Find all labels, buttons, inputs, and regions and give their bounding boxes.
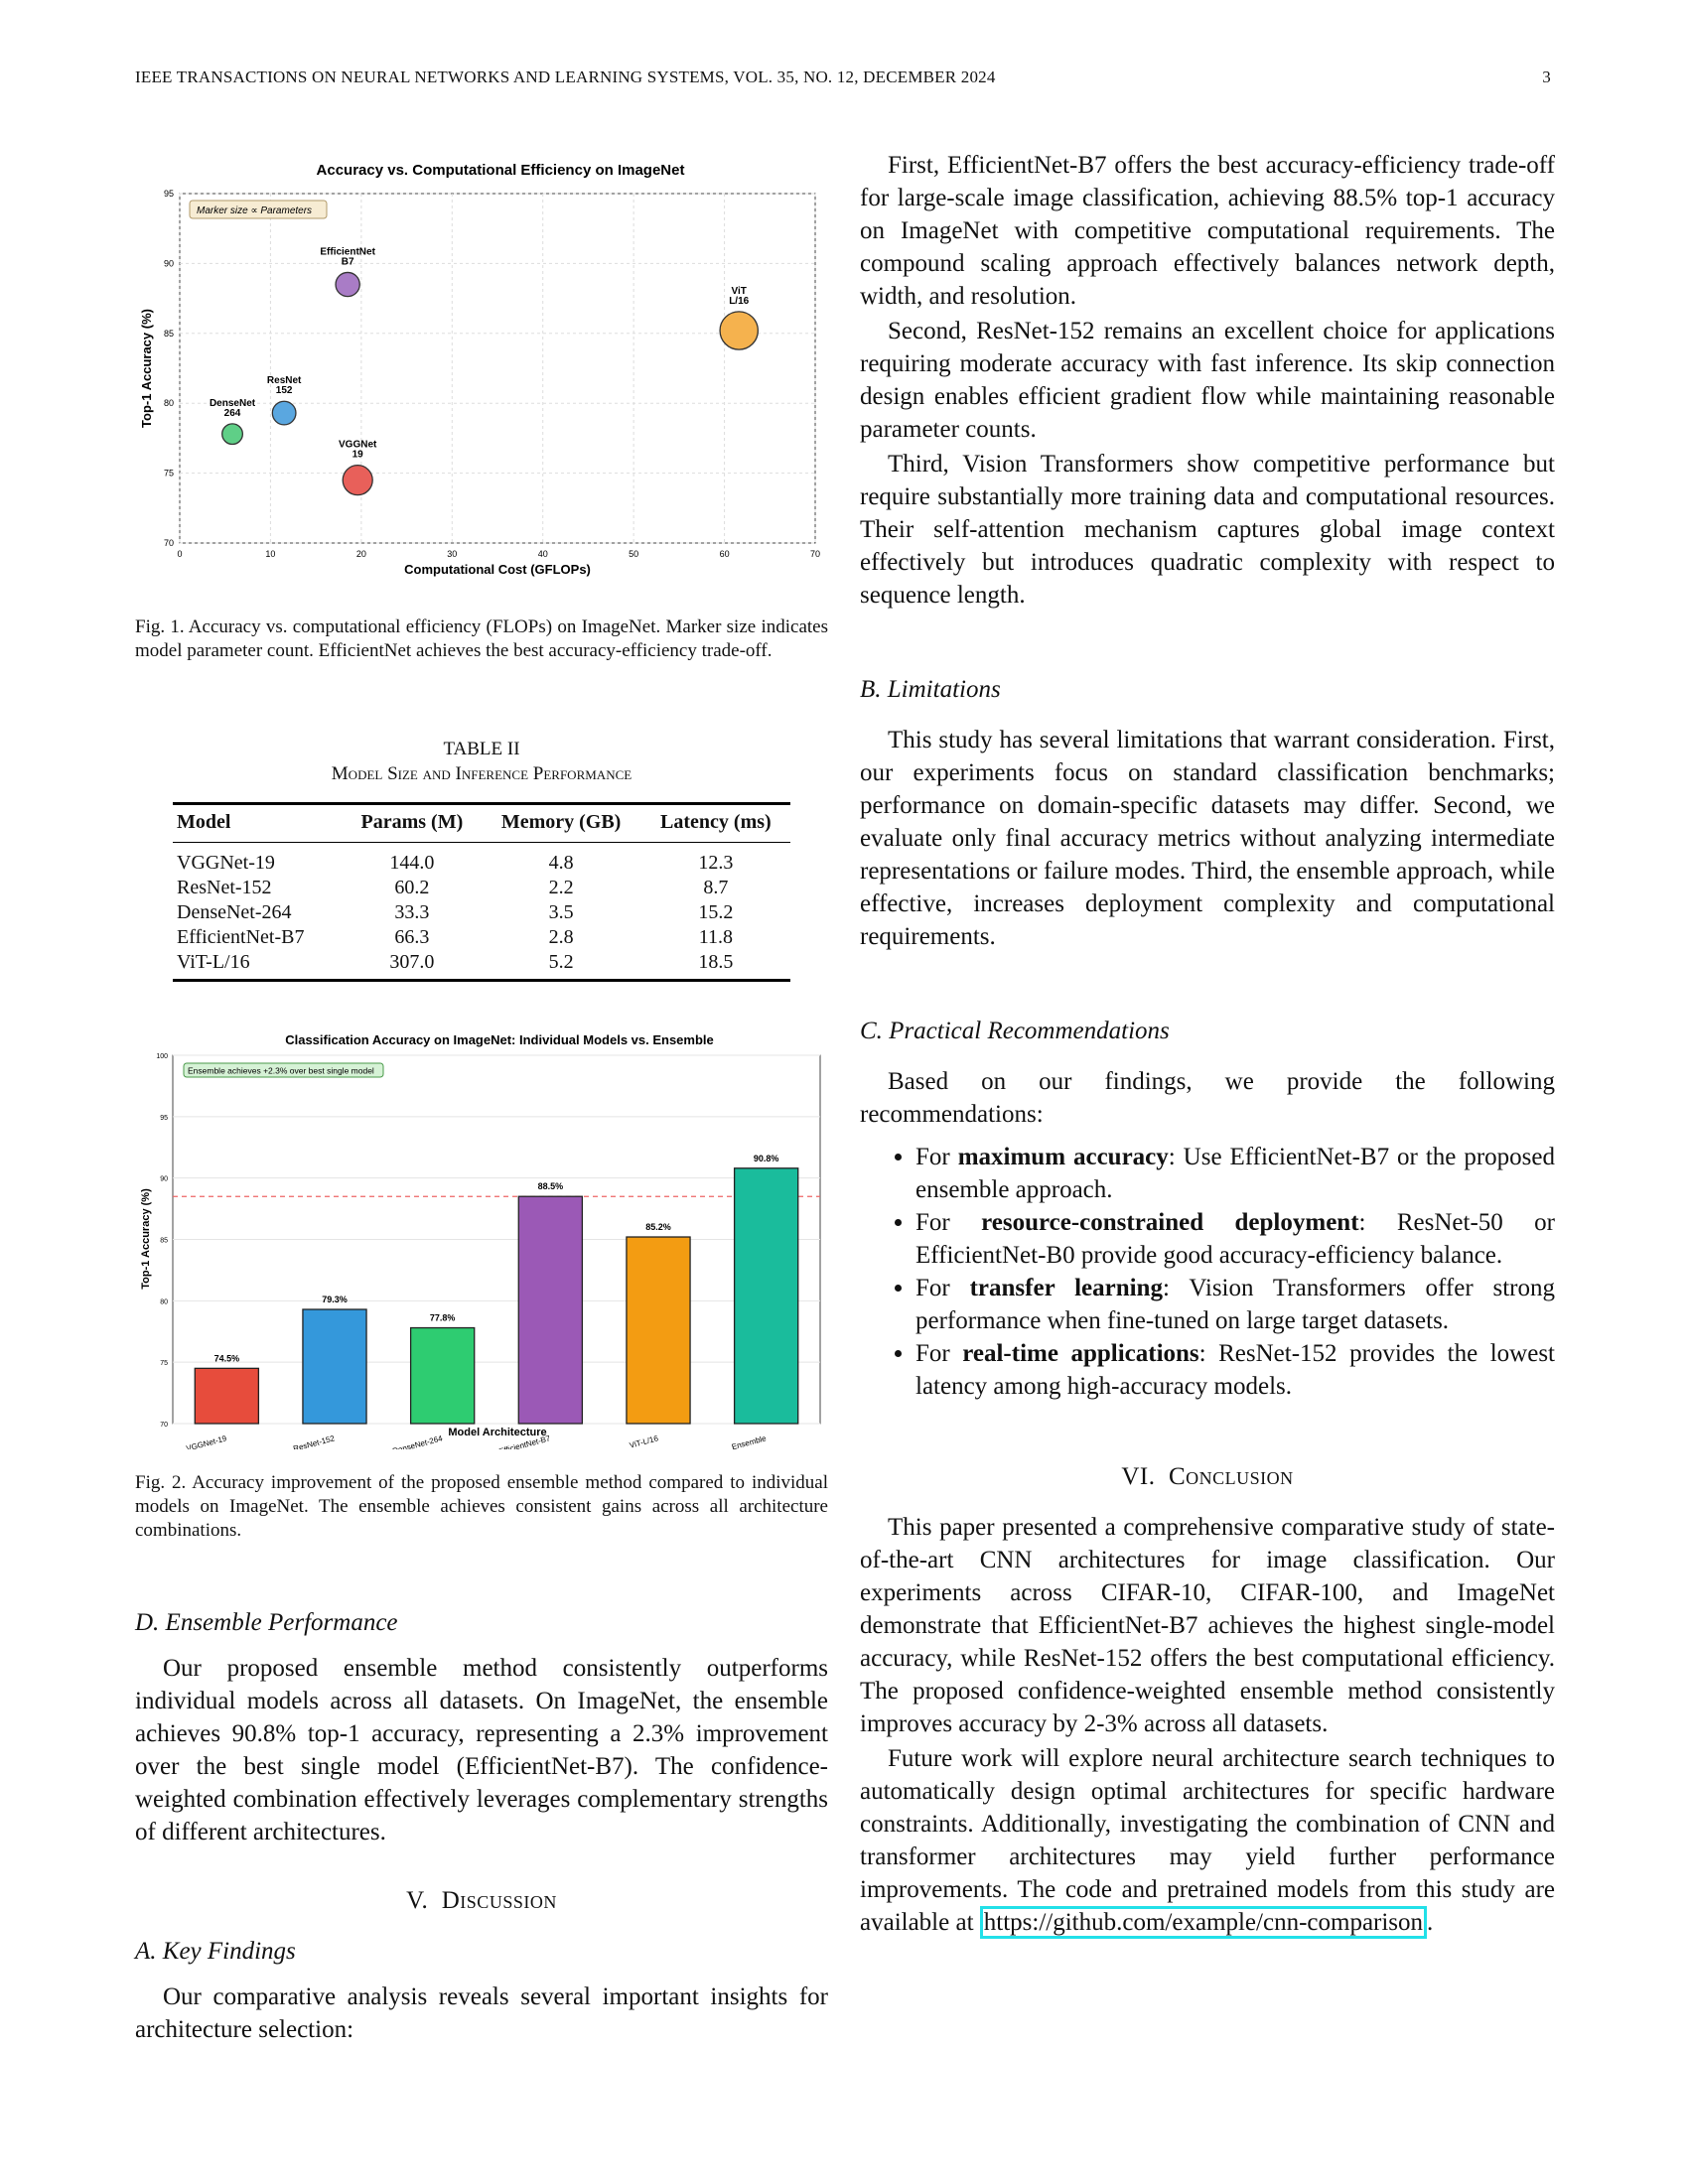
fig1-ytick-label: 75	[163, 468, 174, 478]
rec-keyword: maximum accuracy	[957, 1144, 1169, 1170]
table2-header-cell: Model	[173, 804, 343, 843]
fig2-bar-chart	[135, 1023, 828, 1449]
fig2-caption: Fig. 2. Accuracy improvement of the proposed ensemble method compared to individual models on ImageNet. The ensemble achieves consistent gains across all architecture combinations.	[135, 1472, 828, 1541]
table-cell: 66.3	[394, 926, 430, 948]
fig2-category-label: Ensemble	[730, 1433, 768, 1449]
fig1-point-label: 19	[352, 449, 363, 461]
rec-text: : ResNet-152 provides the lowest latency among high-accuracy models.	[915, 1340, 1556, 1400]
journal-title: IEEE TRANSACTIONS ON NEURAL NETWORKS AND LEARNING SYSTEMS, VOL. 35, NO. 12, DECEMBER 2024	[135, 68, 996, 86]
finding-1-paragraph: First, EfficientNet-B7 offers the best accuracy-efficiency trade-off for large-scale image classification, achieving 88.5% top-1 accuracy on ImageNet with competitive computational requirements. The compound scaling approach effectively balances network depth, width, and resolution.	[860, 152, 1555, 310]
fig1-title: Accuracy vs. Computational Efficiency on ImageNet	[316, 162, 685, 179]
fig2-bar	[735, 1168, 798, 1424]
table2-header-cell: Params (M)	[343, 804, 481, 843]
table-row	[173, 876, 790, 900]
fig1-point	[720, 312, 758, 349]
table-cell: 307.0	[343, 950, 481, 981]
fig1-points	[210, 246, 758, 494]
fig2-bar	[195, 1368, 258, 1424]
fig2-value-label: 77.8%	[429, 1312, 456, 1323]
fig1-point	[272, 401, 296, 425]
fig2-ytick-label: 70	[160, 1422, 168, 1429]
fig1-ytick-label: 85	[163, 328, 174, 339]
section-c-title: C. Practical Recommendations	[860, 1018, 1170, 1044]
fig2-grid	[173, 1055, 820, 1424]
section-b-paragraph: This study has several limitations that warrant consideration. First, our experiments focus on standard classification benchmarks; performance on domain-specific datasets may differ. Second, we evaluate only final accuracy metrics without analyzing intermediate representations or failure modes. Third, the ensemble approach, while effective, increases deployment complexity and computational requirements.	[860, 727, 1555, 950]
fig1-xtick-label: 60	[719, 549, 730, 559]
section-vi-title: Conclusion	[1168, 1463, 1294, 1490]
github-link[interactable]: https://github.com/example/cnn-comparison	[980, 1906, 1427, 1939]
left-text-block	[135, 1606, 828, 2046]
conclusion-text: Future work will explore neural architecture search techniques to automatically design optimal architectures for specific hardware constraints. Additionally, investigating the combination of CNN and transformer architectures may yield further performance improvements. The code and pretrained models from this study are available at	[860, 1745, 1555, 1936]
fig2-category-label: VGGNet-19	[185, 1433, 228, 1449]
fig2-value-label: 88.5%	[537, 1181, 564, 1192]
table-cell: 2.8	[548, 926, 574, 948]
table2-title: Model Size and Inference Performance	[331, 763, 633, 784]
fig2-annotation-text: Ensemble achieves +2.3% over best single model	[188, 1065, 374, 1076]
table-cell: 4.8	[548, 852, 574, 874]
list-item	[915, 1206, 1555, 1272]
table2-number: TABLE II	[443, 739, 520, 759]
section-d-title: D. Ensemble Performance	[135, 1609, 398, 1636]
rec-prefix: For	[915, 1340, 963, 1367]
figure-2	[135, 1023, 828, 1449]
fig1-point-label: EfficientNet	[320, 246, 375, 258]
fig1-xtick-label: 70	[809, 549, 821, 559]
fig1-point-label: DenseNet	[209, 397, 256, 409]
finding-3-paragraph: Third, Vision Transformers show competitive performance but require substantially more training data and computational resources. Their self-attention mechanism captures global image context effectively but introduces quadratic complexity with respect to sequence length.	[860, 451, 1555, 609]
table-cell: 60.2	[394, 877, 430, 898]
table2-grid	[173, 802, 790, 982]
fig1-ytick-label: 90	[163, 258, 174, 269]
recommendations-list	[860, 1141, 1555, 1403]
rec-text: : Use EfficientNet-B7 or the proposed ensemble approach.	[915, 1144, 1555, 1203]
section-b-title: B. Limitations	[860, 676, 1001, 703]
rec-prefix: For	[915, 1144, 958, 1170]
fig1-ylabel: Top-1 Accuracy (%)	[139, 309, 154, 428]
fig1-point-label: ResNet	[266, 375, 302, 387]
fig1-point-label: VGGNet	[339, 439, 377, 451]
fig1-xtick-label: 40	[537, 549, 548, 559]
fig1-caption-block	[135, 615, 828, 663]
table2-header-cell: Memory (GB)	[481, 804, 640, 843]
rec-text: : ResNet-50 or EfficientNet-B0 provide good accuracy-efficiency balance.	[915, 1209, 1555, 1269]
fig2-value-label: 85.2%	[645, 1222, 671, 1233]
table-cell: 33.3	[394, 901, 430, 923]
table-cell: 11.8	[698, 926, 733, 948]
section-a-paragraph: Our comparative analysis reveals several important insights for architecture selection:	[135, 1983, 828, 2043]
table-cell: VGGNet-19	[177, 852, 275, 874]
figure-1	[135, 149, 828, 586]
table-2	[135, 737, 828, 982]
rec-keyword: resource-constrained deployment	[981, 1209, 1359, 1236]
fig2-ytick-label: 85	[160, 1237, 168, 1245]
table-row	[173, 900, 790, 925]
fig1-point	[336, 272, 359, 296]
running-header	[135, 68, 1553, 97]
section-a-title: A. Key Findings	[135, 1938, 296, 1965]
table-row	[173, 843, 790, 877]
table-cell: DenseNet-264	[177, 901, 292, 923]
conclusion-paragraph-1: This paper presented a comprehensive comparative study of state-of-the-art CNN architectures for image classification. Our experiments across CIFAR-10, CIFAR-100, and ImageNet demonstrate that EfficientNet-B7 achieves the highest single-model accuracy, while ResNet-152 offers the best computational efficiency. The proposed confidence-weighted ensemble method consistently improves accuracy by 2-3% across all datasets.	[860, 1514, 1555, 1737]
fig1-point-label: L/16	[729, 295, 750, 307]
list-item	[915, 1141, 1555, 1206]
fig2-value-label: 74.5%	[213, 1353, 240, 1364]
table-cell: 144.0	[389, 852, 435, 874]
table-cell: EfficientNet-B7	[177, 926, 305, 948]
fig1-ytick-label: 70	[163, 538, 174, 548]
fig1-xtick-label: 50	[629, 549, 639, 559]
fig1-grid	[180, 194, 815, 543]
table-row	[173, 950, 790, 981]
table2-header-cell: Latency (ms)	[641, 804, 790, 843]
rec-keyword: real-time applications	[962, 1340, 1199, 1367]
table-cell: 15.2	[698, 901, 734, 923]
fig1-xtick-label: 30	[447, 549, 458, 559]
finding-2-paragraph: Second, ResNet-152 remains an excellent choice for applications requiring moderate accuracy with fast inference. Its skip connection design enables efficient gradient flow while maintaining reasonable parameter counts.	[860, 318, 1555, 443]
fig1-scatter-chart	[135, 149, 828, 586]
fig1-xtick-label: 0	[177, 549, 183, 559]
fig1-point-label: ViT	[731, 285, 747, 297]
fig2-category-label: DenseNet-264	[391, 1433, 444, 1449]
fig2-value-label: 90.8%	[753, 1153, 779, 1163]
fig2-category-label: EfficientNet-B7	[497, 1433, 552, 1449]
fig2-ytick-label: 75	[160, 1360, 168, 1368]
fig2-title: Classification Accuracy on ImageNet: Individual Models vs. Ensemble	[285, 1032, 714, 1047]
fig2-bar	[518, 1196, 582, 1424]
fig1-xlabel: Computational Cost (GFLOPs)	[404, 562, 591, 577]
fig1-legend-text: Marker size ∝ Parameters	[197, 205, 313, 216]
fig2-ytick-label: 100	[156, 1053, 168, 1060]
fig2-bar	[627, 1237, 690, 1424]
fig2-ytick-label: 90	[160, 1175, 168, 1183]
fig1-ytick-label: 95	[163, 189, 174, 199]
fig2-ticks	[156, 1053, 168, 1429]
fig2-category-label: ViT-L/16	[628, 1433, 659, 1449]
section-c-paragraph: Based on our findings, we provide the following recommendations:	[860, 1068, 1555, 1128]
fig1-point	[222, 424, 243, 445]
list-item	[915, 1337, 1555, 1403]
rec-prefix: For	[915, 1275, 970, 1301]
fig2-ytick-label: 80	[160, 1298, 168, 1306]
fig2-value-label: 79.3%	[322, 1294, 348, 1304]
table-cell: 5.2	[481, 950, 640, 981]
table-cell: ViT-L/16	[173, 950, 343, 981]
fig1-point	[343, 466, 372, 495]
table-cell: 2.2	[548, 877, 574, 898]
conclusion-paragraph-2	[860, 1742, 1555, 1939]
section-vi-heading	[860, 1460, 1555, 1493]
section-v-heading	[135, 1884, 828, 1917]
table-cell: ResNet-152	[177, 877, 272, 898]
table-cell: 3.5	[548, 901, 574, 923]
table2-header-row	[173, 804, 790, 843]
fig1-point-label: 152	[275, 385, 293, 397]
conclusion-end: .	[1427, 1909, 1434, 1936]
rec-keyword: transfer learning	[969, 1275, 1163, 1301]
fig1-ytick-label: 80	[163, 398, 174, 409]
fig2-ylabel: Top-1 Accuracy (%)	[140, 1188, 152, 1290]
fig1-point-label: B7	[341, 256, 354, 268]
fig2-bars	[186, 1154, 798, 1449]
list-item	[915, 1272, 1555, 1337]
table-row	[173, 925, 790, 950]
fig1-caption: Fig. 1. Accuracy vs. computational efficiency (FLOPs) on ImageNet. Marker size indicates model parameter count. EfficientNet achieves the best accuracy-efficiency trade-off.	[135, 616, 828, 661]
section-d-paragraph: Our proposed ensemble method consistently outperforms individual models across all datasets. On ImageNet, the ensemble achieves 90.8% top-1 accuracy, representing a 2.3% improvement over the best single model (EfficientNet-B7). The confidence-weighted combination effectively leverages complementary strengths of different architectures.	[135, 1655, 828, 1845]
table-cell: 12.3	[698, 852, 734, 874]
fig1-point-label: 264	[223, 407, 241, 419]
rec-text: : Vision Transformers offer strong performance when fine-tuned on large target datasets.	[915, 1275, 1556, 1334]
fig2-annotation	[184, 1063, 383, 1077]
section-v-title: Discussion	[441, 1887, 557, 1914]
fig2-bar	[411, 1328, 475, 1424]
section-v-number: V.	[406, 1887, 429, 1914]
fig2-caption-block	[135, 1471, 828, 1543]
fig2-category-label: ResNet-152	[292, 1433, 336, 1449]
fig1-xtick-label: 20	[355, 549, 366, 559]
fig2-bar	[303, 1309, 366, 1424]
table-cell: 18.5	[641, 950, 790, 981]
fig2-ytick-label: 95	[160, 1114, 168, 1122]
rec-prefix: For	[915, 1209, 982, 1236]
right-column	[860, 149, 1555, 1939]
fig1-ticks	[164, 189, 820, 559]
section-vi-number: VI.	[1121, 1463, 1156, 1490]
fig1-legend	[190, 201, 327, 218]
fig1-plot-frame	[180, 194, 815, 543]
fig2-xlabel: Model Architecture	[448, 1427, 547, 1438]
table-cell: 8.7	[703, 877, 729, 898]
page-number: 3	[1542, 68, 1551, 86]
fig1-xtick-label: 10	[265, 549, 276, 559]
